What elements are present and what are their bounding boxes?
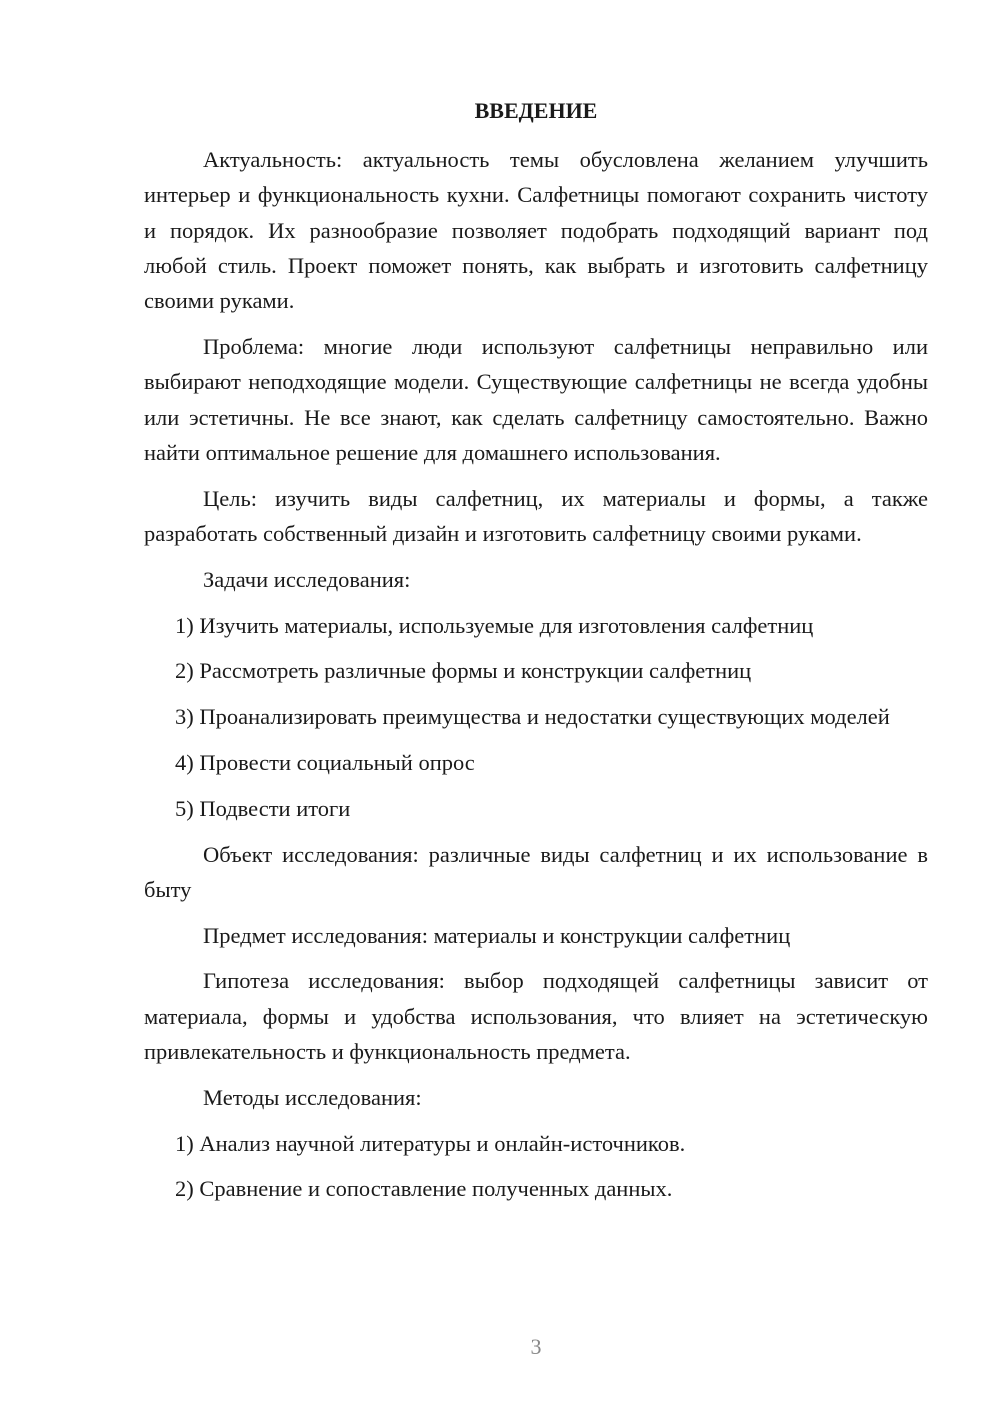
goal-paragraph: Цель: изучить виды салфетниц, их материалы и формы, а также разработать собственный дизайн и изготовить салфетницу своими руками. [144, 485, 928, 546]
methods-heading: Методы исследования: [203, 1084, 422, 1110]
tasks-list [144, 608, 928, 826]
task-item: 5) Подвести итоги [175, 795, 351, 821]
subject-paragraph: Предмет исследования: материалы и конструкции салфетниц [203, 922, 791, 948]
methods-list [144, 1126, 928, 1207]
relevance-paragraph: Актуальность: актуальность темы обусловлена желанием улучшить интерьер и функциональность кухни. Салфетницы помогают сохранить чистоту и порядок. Их разнообразие позволяет подобрать подходящий вариант под любой стиль. Проект поможет понять, как выбрать и изготовить салфетницу своими руками. [144, 147, 928, 314]
method-item: 1) Анализ научной литературы и онлайн-источников. [175, 1130, 686, 1156]
problem-paragraph: Проблема: многие люди используют салфетницы неправильно или выбирают неподходящие модели. Существующие салфетницы не всегда удобны или эстетичны. Не все знают, как сделать салфетницу самостоятельно. Важно найти оптимальное решение для домашнего использования. [144, 333, 928, 465]
task-item: 3) Проанализировать преимущества и недостатки существующих моделей [175, 704, 890, 730]
method-item: 2) Сравнение и сопоставление полученных данных. [175, 1176, 673, 1202]
task-item: 4) Провести социальный опрос [175, 749, 475, 775]
object-paragraph: Объект исследования: различные виды салфетниц и их использование в быту [144, 841, 928, 902]
task-item: 1) Изучить материалы, используемые для изготовления салфетниц [175, 612, 814, 638]
page-title: ВВЕДЕНИЕ [474, 98, 598, 123]
hypothesis-paragraph: Гипотеза исследования: выбор подходящей салфетницы зависит от материала, формы и удобства использования, что влияет на эстетическую привлекательность и функциональность предмета. [144, 968, 928, 1065]
page-number: 3 [530, 1334, 542, 1359]
page-body [144, 142, 928, 1217]
task-item: 2) Рассмотреть различные формы и конструкции салфетниц [175, 658, 752, 684]
tasks-heading: Задачи исследования: [203, 566, 411, 592]
